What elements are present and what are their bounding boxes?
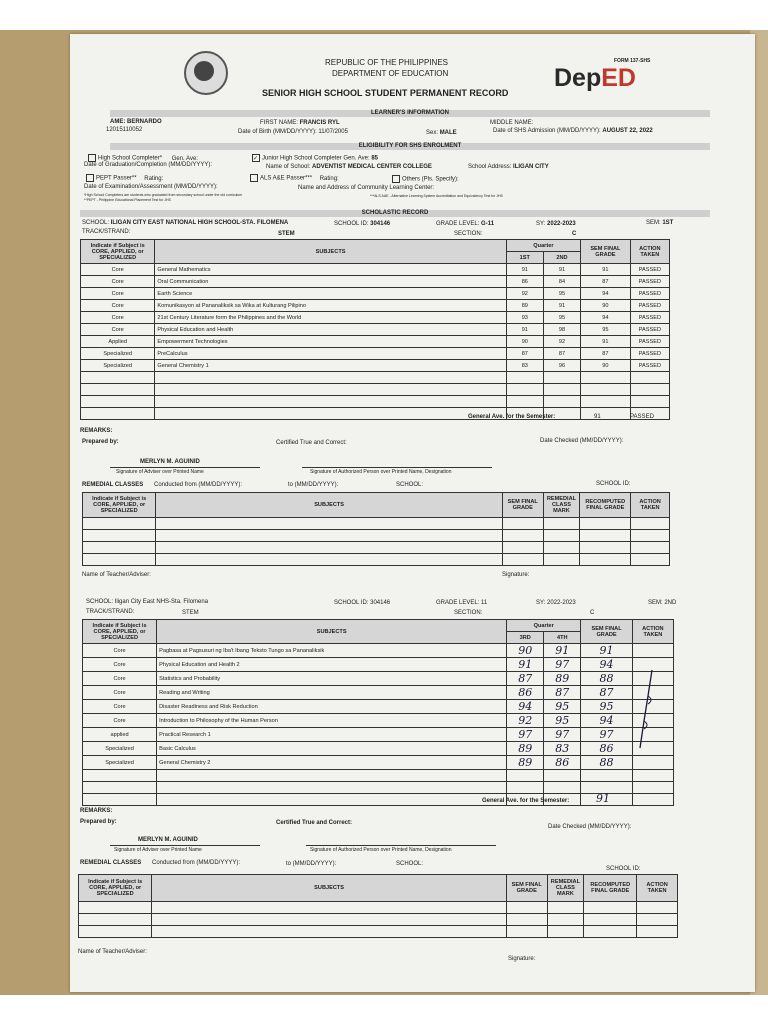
name-school-label: Name of School: — [266, 164, 311, 170]
quarter-grade-a: 89 — [506, 300, 543, 312]
sem2-col-action: ACTION TAKEN — [632, 620, 673, 644]
jhs-completer-label: Junior High School Completer — [262, 155, 342, 162]
quarter-grade-a: 89 — [507, 742, 544, 756]
quarter-grade-b: 97 — [544, 728, 581, 742]
quarter-grade-a: 87 — [506, 348, 543, 360]
sem2-remedial-label: REMEDIAL CLASSES — [80, 860, 142, 866]
subject-type: Core — [81, 300, 155, 312]
quarter-grade-a: 91 — [506, 324, 543, 336]
sem1-col-indicate: Indicate if Subject is CORE, APPLIED, or SPECIALIZED — [81, 240, 155, 264]
sem2-conducted-from: Conducted from (MM/DD/YYYY): — [152, 860, 241, 866]
sem1-grades-table — [80, 239, 670, 420]
subject-name: General Chemistry 2 — [157, 756, 507, 770]
scholastic-header: SCHOLASTIC RECORD — [80, 210, 710, 217]
sem2-sem: 2ND — [664, 600, 677, 606]
sem1-conducted-from: Conducted from (MM/DD/YYYY): — [154, 482, 243, 488]
grade-row — [83, 700, 674, 714]
sem1-rem-col-action: ACTION TAKEN — [631, 493, 670, 518]
sem2-authorized-caption: Signature of Authorized Person over Printed Name, Designation — [310, 847, 452, 853]
subject-type: Core — [83, 644, 157, 658]
sem-final-grade: 86 — [581, 742, 632, 756]
sem2-col-final: SEM FINAL GRADE — [581, 620, 632, 644]
subject-type: Specialized — [81, 348, 155, 360]
sem2-school-id-r: SCHOOL ID: — [606, 866, 641, 872]
grade-row — [83, 644, 674, 658]
sem2-rem-col-recomputed: RECOMPUTED FINAL GRADE — [584, 875, 637, 902]
sem2-school-label: SCHOOL: — [86, 599, 114, 605]
sem1-section-label: SECTION: — [454, 231, 483, 237]
sem2-signature-label: Signature: — [508, 956, 536, 962]
sem2-rem-row — [79, 902, 678, 914]
jhs-gen-ave-label: Gen. Ave: — [343, 155, 370, 162]
grade-row — [81, 300, 670, 312]
others-label: Others (Pls. Specify): — [402, 176, 459, 183]
others-checkbox[interactable] — [392, 175, 400, 183]
sem-final-grade: 88 — [581, 672, 632, 686]
action-taken: PASSED — [630, 324, 669, 336]
sem1-school: ILIGAN CITY EAST NATIONAL HIGH SCHOOL-STA. FILOMENA — [110, 220, 289, 226]
empty-row — [83, 770, 674, 782]
hs-completer-checkbox[interactable] — [88, 154, 96, 162]
sem1-adviser-name: MERLYN M. AGUINID — [140, 459, 200, 465]
subject-name: Physical Education and Health — [155, 324, 506, 336]
quarter-grade-b: 91 — [544, 644, 581, 658]
sem2-rem-row — [79, 926, 678, 938]
sem1-adviser-caption: Signature of Adviser over Printed Name — [116, 469, 204, 475]
sem1-sem-label: SEM: — [646, 220, 661, 226]
quarter-grade-a: 92 — [507, 714, 544, 728]
quarter-grade-b: 98 — [543, 324, 580, 336]
sem1-rem-col-remedial: REMEDIAL CLASS MARK — [543, 493, 580, 518]
sem1-remarks: REMARKS: — [80, 428, 113, 434]
dob-label: Date of Birth (MM/DD/YYYY): — [238, 129, 317, 135]
empty-row — [81, 372, 670, 384]
action-taken — [632, 756, 673, 770]
sem2-grade-level: 11 — [481, 600, 488, 606]
sem1-rem-col-semfinal: SEM FINAL GRADE — [502, 493, 543, 518]
grade-row — [81, 288, 670, 300]
quarter-grade-b: 84 — [543, 276, 580, 288]
sem1-sem: 1ST — [662, 220, 674, 226]
quarter-grade-b: 87 — [543, 348, 580, 360]
grade-row — [81, 348, 670, 360]
sem1-track: STEM — [278, 231, 295, 237]
hs-gen-ave-label: Gen. Ave: — [171, 155, 198, 162]
action-taken: PASSED — [630, 360, 669, 372]
footnote-pept: **PEPT - Philippine Educational Placement Test for JHS — [84, 198, 171, 202]
sem2-sy-label: SY: — [536, 600, 546, 606]
empty-row — [81, 408, 670, 420]
sem2-rem-col-remedial: REMEDIAL CLASS MARK — [547, 875, 584, 902]
sem2-track: STEM — [182, 610, 199, 616]
sem2-adviser-name: MERLYN M. AGUINID — [138, 837, 198, 843]
empty-row — [81, 396, 670, 408]
sem2-rem-col-subjects: SUBJECTS — [152, 875, 507, 902]
sem1-signature-label: Signature: — [502, 572, 530, 578]
sem1-col-q2: 2ND — [543, 252, 580, 264]
sem-final-grade: 94 — [581, 658, 632, 672]
sem1-date-checked: Date Checked (MM/DD/YYYY): — [540, 438, 624, 444]
quarter-grade-a: 91 — [506, 264, 543, 276]
quarter-grade-b: 95 — [543, 312, 580, 324]
first-name: FRANCIS RYL — [299, 120, 340, 126]
subject-name: Pagbasa at Pagsusuri ng Iba't Ibang Teksto Tungo sa Pananaliksik — [157, 644, 507, 658]
sem1-school-label: SCHOOL: — [82, 220, 110, 226]
school-address: ILIGAN CITY — [513, 164, 549, 170]
sem2-rem-row — [79, 914, 678, 926]
quarter-grade-b: 95 — [544, 714, 581, 728]
sem2-teacher-label: Name of Teacher/Adviser: — [78, 949, 147, 955]
middle-name-label: MIDDLE NAME: — [490, 120, 534, 126]
quarter-grade-a: 94 — [507, 700, 544, 714]
sem-final-grade: 90 — [581, 300, 631, 312]
sem2-section-label: SECTION: — [454, 610, 483, 616]
sem1-col-quarter: Quarter — [506, 240, 580, 252]
school-address-label: School Address: — [468, 164, 512, 170]
department-label: DEPARTMENT OF EDUCATION — [332, 69, 449, 78]
sem1-authorized-caption: Signature of Authorized Person over Printed Name, Designation — [310, 469, 452, 475]
quarter-grade-b: 92 — [543, 336, 580, 348]
sem1-col-action: ACTION TAKEN — [630, 240, 669, 264]
sem1-teacher-label: Name of Teacher/Adviser: — [82, 572, 151, 578]
quarter-grade-a: 97 — [507, 728, 544, 742]
grade-row — [83, 672, 674, 686]
pept-label: PEPT Passer** — [96, 175, 137, 182]
sem1-school-id-r: SCHOOL ID: — [596, 481, 631, 487]
sem2-school: Iligan City East NHS-Sta. Filomena — [114, 599, 209, 605]
empty-row — [83, 794, 674, 806]
sem1-section: C — [572, 231, 577, 237]
subject-name: Disaster Readiness and Risk Reduction — [157, 700, 507, 714]
sem-final-grade: 91 — [581, 644, 632, 658]
sem1-col-subjects: SUBJECTS — [155, 240, 506, 264]
cl-center-label: Name and Address of Community Learning Center: — [298, 185, 435, 191]
subject-type: Core — [83, 672, 157, 686]
jhs-completer-checkbox[interactable]: ✓ — [253, 156, 259, 162]
grade-row — [81, 312, 670, 324]
subject-type: Core — [81, 276, 155, 288]
subject-type: Specialized — [83, 756, 157, 770]
sem2-col-subjects: SUBJECTS — [157, 620, 507, 644]
sem2-date-checked: Date Checked (MM/DD/YYYY): — [548, 824, 632, 830]
action-taken: PASSED — [630, 348, 669, 360]
subject-type: Specialized — [83, 742, 157, 756]
sem1-gen-ave: 91 — [594, 414, 601, 420]
sem2-sem-label: SEM: — [648, 600, 663, 606]
quarter-grade-b: 95 — [544, 700, 581, 714]
subject-name: General Mathematics — [155, 264, 506, 276]
sem1-rem-col-indicate: Indicate if Subject is CORE, APPLIED, or SPECIALIZED — [83, 493, 156, 518]
sem2-remarks: REMARKS: — [80, 808, 113, 814]
sem2-remedial-table — [78, 874, 678, 938]
sem2-adviser-caption: Signature of Adviser over Printed Name — [114, 847, 202, 853]
subject-type: applied — [83, 728, 157, 742]
action-taken: PASSED — [630, 276, 669, 288]
sem-final-grade: 94 — [581, 312, 631, 324]
quarter-grade-b: 86 — [544, 756, 581, 770]
grade-row — [81, 360, 670, 372]
sem2-section: C — [590, 610, 595, 616]
grade-row — [81, 276, 670, 288]
sem2-grade-level-label: GRADE LEVEL: — [436, 600, 480, 606]
empty-row — [83, 782, 674, 794]
quarter-grade-a: 91 — [507, 658, 544, 672]
sem1-sy: 2022-2023 — [547, 221, 576, 227]
sem1-grade-level: G-11 — [481, 221, 495, 227]
als-checkbox[interactable] — [250, 174, 258, 182]
sem1-to: to (MM/DD/YYYY): — [288, 482, 339, 488]
quarter-grade-b: 91 — [543, 300, 580, 312]
sem-final-grade: 94 — [581, 288, 631, 300]
grade-row — [83, 658, 674, 672]
subject-type: Applied — [81, 336, 155, 348]
date-graduation-label: Date of Graduation/Completion (MM/DD/YYYY): — [84, 162, 213, 168]
sem2-track-label: TRACK/STRAND: — [86, 609, 135, 615]
sem1-rem-col-subjects: SUBJECTS — [156, 493, 502, 518]
sem2-school-id-label: SCHOOL ID: — [334, 600, 369, 606]
subject-type: Core — [83, 714, 157, 728]
eligibility-header: ELIGIBILITY FOR SHS ENROLMENT — [110, 143, 710, 150]
sem2-col-indicate: Indicate if Subject is CORE, APPLIED, or SPECIALIZED — [83, 620, 157, 644]
sem1-prepared-by: Prepared by: — [82, 439, 119, 445]
subject-name: Empowerment Technologies — [155, 336, 506, 348]
quarter-grade-a: 93 — [506, 312, 543, 324]
sex-label: Sex: — [426, 130, 439, 136]
form-number: FORM 137-SHS — [614, 58, 651, 64]
subject-name: General Chemistry 1 — [155, 360, 506, 372]
subject-name: Reading and Writing — [157, 686, 507, 700]
subject-name: 21st Century Literature form the Philippines and the World — [155, 312, 506, 324]
quarter-grade-b: 95 — [543, 288, 580, 300]
subject-name: Basic Calculus — [157, 742, 507, 756]
deped-logo: DepED — [554, 64, 636, 92]
sem2-col-q1: 3RD — [507, 632, 544, 644]
hs-completer-label: High School Completer* — [98, 155, 163, 162]
subject-type: Core — [83, 700, 157, 714]
subject-type: Specialized — [81, 360, 155, 372]
sem2-school-r: SCHOOL: — [396, 861, 424, 867]
quarter-grade-b: 87 — [544, 686, 581, 700]
als-label: ALS A&E Passer*** — [260, 175, 313, 182]
sem-final-grade: 91 — [581, 336, 631, 348]
sem-final-grade: 91 — [581, 264, 631, 276]
quarter-grade-b: 97 — [544, 658, 581, 672]
date-exam-label: Date of Examination/Assessment (MM/DD/YYYY): — [84, 184, 218, 190]
admission-label: Date of SHS Admission (MM/DD/YYYY): — [493, 128, 601, 134]
name-school: ADVENTIST MEDICAL CENTER COLLEGE — [312, 164, 432, 170]
subject-name: Physical Education and Health 2 — [157, 658, 507, 672]
als-rating-label: Rating: — [319, 175, 339, 182]
subject-type: Core — [81, 312, 155, 324]
learner-info-header: LEARNER'S INFORMATION — [110, 110, 710, 117]
subject-name: Practical Research 1 — [157, 728, 507, 742]
permanent-record-sheet — [70, 34, 755, 992]
sem-final-grade: 88 — [581, 756, 632, 770]
grade-row — [83, 728, 674, 742]
sem1-rem-row — [83, 530, 670, 542]
action-taken: PASSED — [630, 336, 669, 348]
sem1-rem-row — [83, 518, 670, 530]
sem2-sy: 2022-2023 — [547, 600, 576, 606]
subject-type: Core — [81, 324, 155, 336]
sem1-grade-level-label: GRADE LEVEL: — [436, 221, 480, 227]
deped-seal-icon — [184, 51, 228, 95]
jhs-gen-ave: 85 — [371, 155, 378, 162]
quarter-grade-a: 90 — [506, 336, 543, 348]
sem2-rem-col-semfinal: SEM FINAL GRADE — [506, 875, 547, 902]
document-title: SENIOR HIGH SCHOOL STUDENT PERMANENT RECORD — [262, 88, 509, 98]
sem2-col-quarter: Quarter — [507, 620, 581, 632]
footnote-als: ***ALS A&E - Alternative Learning System Accreditation and Equivalency Test for JHS — [370, 194, 503, 198]
sem-final-grade: 97 — [581, 728, 632, 742]
quarter-grade-a: 86 — [506, 276, 543, 288]
dob: 11/07/2005 — [318, 129, 348, 135]
subject-name: PreCalculus — [155, 348, 506, 360]
sem1-school-id: 304146 — [370, 221, 391, 227]
sem-final-grade: 94 — [581, 714, 632, 728]
action-taken: PASSED — [630, 300, 669, 312]
sem2-grades-table — [82, 619, 674, 806]
sem1-track-label: TRACK/STRAND: — [82, 229, 131, 235]
lrn: 12015110052 — [106, 127, 143, 133]
sem1-school-id-label: SCHOOL ID: — [334, 221, 369, 227]
subject-name: Statistics and Probability — [157, 672, 507, 686]
subject-name: Oral Communication — [155, 276, 506, 288]
quarter-grade-a: 86 — [507, 686, 544, 700]
sem2-rem-col-action: ACTION TAKEN — [637, 875, 678, 902]
grade-row — [81, 324, 670, 336]
sem2-col-q2: 4TH — [544, 632, 581, 644]
action-taken — [632, 644, 673, 658]
sem1-gen-ave-action: PASSED — [630, 414, 654, 420]
quarter-grade-a: 87 — [507, 672, 544, 686]
subject-name: Introduction to Philosophy of the Human Person — [157, 714, 507, 728]
sem2-school-id: 304146 — [370, 600, 391, 606]
sem-final-grade: 90 — [581, 360, 631, 372]
sem1-rem-col-recomputed: RECOMPUTED FINAL GRADE — [580, 493, 631, 518]
sem1-sy-label: SY: — [536, 221, 546, 227]
subject-type: Core — [83, 686, 157, 700]
empty-row — [81, 384, 670, 396]
republic-label: REPUBLIC OF THE PHILIPPINES — [325, 58, 448, 67]
action-taken: PASSED — [630, 288, 669, 300]
sem2-prepared-by: Prepared by: — [80, 819, 117, 825]
sem2-certified: Certified True and Correct: — [276, 820, 353, 826]
quarter-grade-a: 92 — [506, 288, 543, 300]
pept-rating-label: Rating: — [144, 175, 164, 182]
sem2-gen-ave: 91 — [596, 792, 610, 805]
grade-row — [83, 686, 674, 700]
subject-name: Komunikasyon at Pananaliksik sa Wika at Kulturang Pilipino — [155, 300, 506, 312]
quarter-grade-b: 89 — [544, 672, 581, 686]
quarter-grade-b: 83 — [544, 742, 581, 756]
last-name: AME: BERNARDO — [110, 119, 162, 125]
sem1-school-r: SCHOOL: — [396, 482, 424, 488]
sem-final-grade: 95 — [581, 324, 631, 336]
sem-final-grade: 87 — [581, 686, 632, 700]
sem1-rem-row — [83, 542, 670, 554]
quarter-grade-b: 91 — [543, 264, 580, 276]
sem-final-grade: 95 — [581, 700, 632, 714]
sem1-gen-ave-label: General Ave. for the Semester: — [468, 414, 556, 420]
sem-final-grade: 87 — [581, 276, 631, 288]
subject-type: Core — [83, 658, 157, 672]
action-taken: PASSED — [630, 312, 669, 324]
sem1-certified: Certified True and Correct: — [276, 440, 347, 446]
subject-type: Core — [81, 264, 155, 276]
sem1-col-q1: 1ST — [506, 252, 543, 264]
grade-row — [83, 714, 674, 728]
sem1-remedial-label: REMEDIAL CLASSES — [82, 482, 144, 488]
pept-checkbox[interactable] — [86, 174, 94, 182]
subject-name: Earth Science — [155, 288, 506, 300]
grade-row — [81, 336, 670, 348]
first-name-label: FIRST NAME: — [260, 120, 298, 126]
grade-row — [83, 756, 674, 770]
action-taken: PASSED — [630, 264, 669, 276]
sem2-gen-ave-label: General Ave. for the Semester: — [482, 798, 570, 804]
quarter-grade-a: 89 — [507, 756, 544, 770]
sem1-remedial-table — [82, 492, 670, 566]
quarter-grade-a: 90 — [507, 644, 544, 658]
footnote-hs: *High School Completers are students who graduated from secondary school under the old curriculum — [84, 193, 243, 197]
grade-row — [81, 264, 670, 276]
admission-date: AUGUST 22, 2022 — [602, 128, 653, 134]
quarter-grade-b: 96 — [543, 360, 580, 372]
subject-type: Core — [81, 288, 155, 300]
sem-final-grade: 87 — [581, 348, 631, 360]
quarter-grade-a: 83 — [506, 360, 543, 372]
sem1-col-final: SEM FINAL GRADE — [581, 240, 631, 264]
sem2-rem-col-indicate: Indicate if Subject is CORE, APPLIED, or SPECIALIZED — [79, 875, 152, 902]
grade-row — [83, 742, 674, 756]
sem1-rem-row — [83, 554, 670, 566]
sem2-to: to (MM/DD/YYYY): — [286, 861, 337, 867]
sex: MALE — [439, 130, 457, 136]
action-scribble-icon — [630, 666, 660, 756]
